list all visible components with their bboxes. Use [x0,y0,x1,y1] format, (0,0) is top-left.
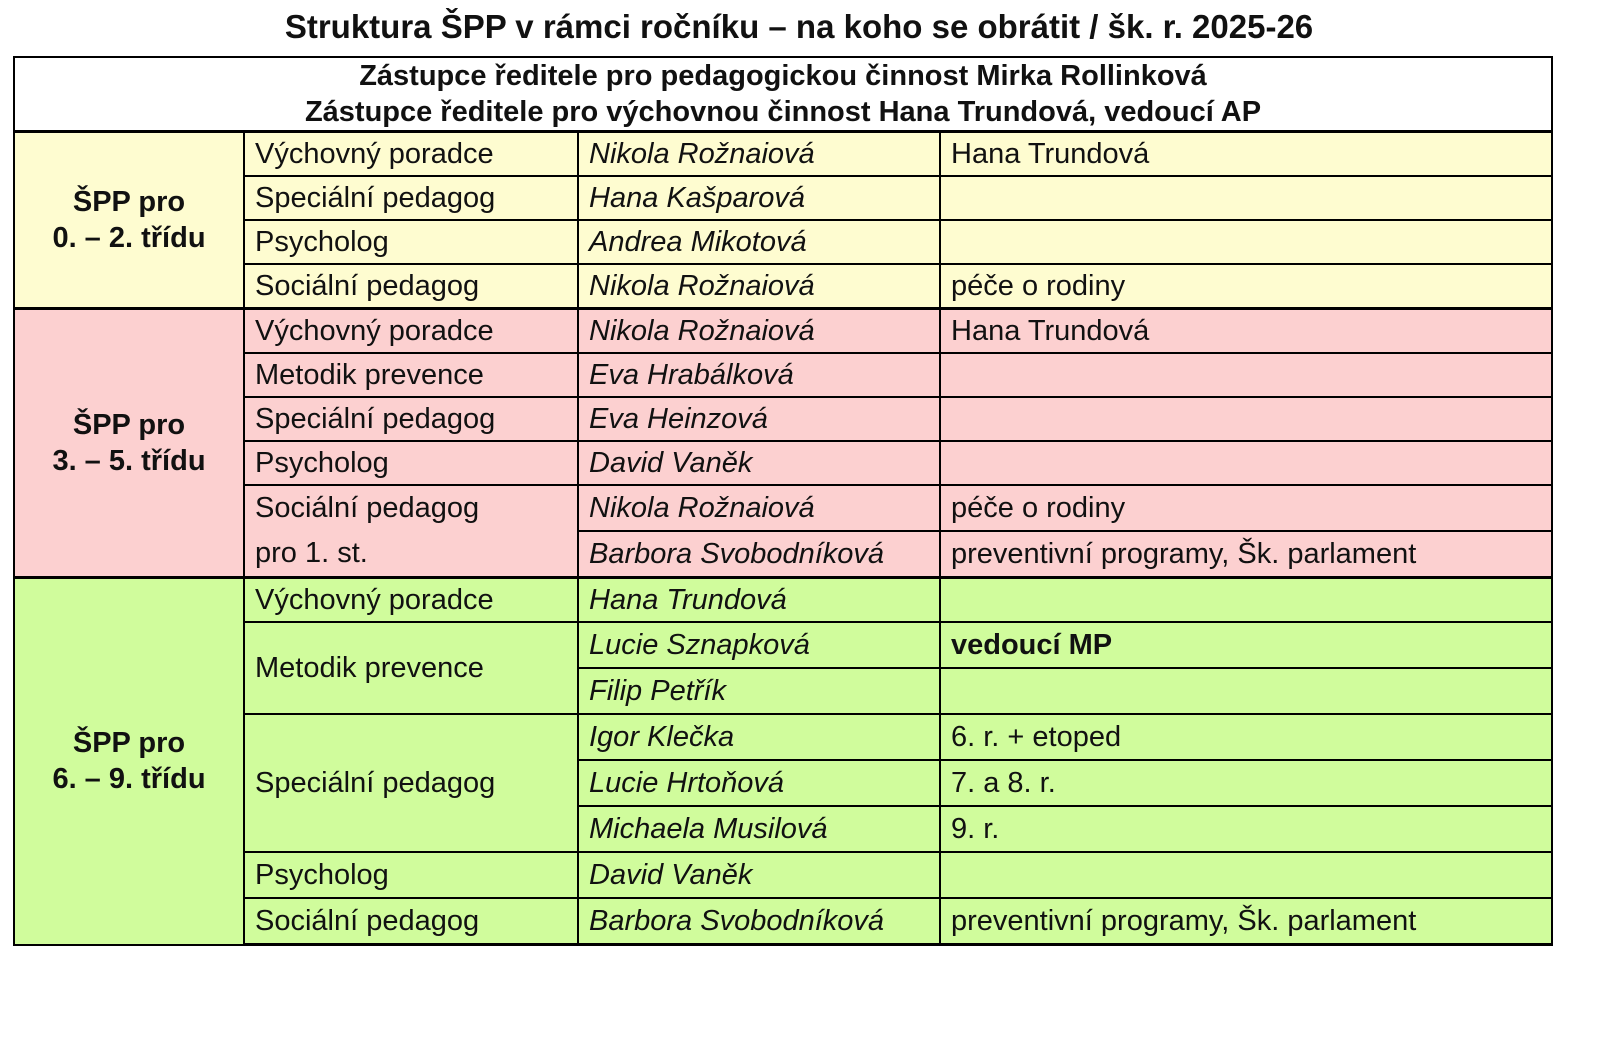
header-cell [14,57,1552,132]
group-label-line2: 6. – 9. třídu [52,763,206,796]
name-cell: Eva Heinzová [578,397,940,441]
table-row [14,714,1552,760]
name-cell: David Vaněk [578,852,940,898]
group-label-line2: 3. – 5. třídu [52,445,206,477]
role-cell: Sociální pedagog [244,264,578,309]
group-label-line1: ŠPP pro [72,409,186,441]
name-cell: Barbora Svobodníková [578,531,940,578]
deputy-educational: Zástupce ředitele pro výchovnou činnost Hana Trundová, vedoucí AP [304,96,1262,128]
group-label-line1: ŠPP pro [72,727,186,760]
role-cell: Psycholog [244,441,578,485]
name-cell: Nikola Rožnaiová [578,264,940,309]
page-title: Struktura ŠPP v rámci ročníku – na koho se obrátit / šk. r. 2025-26 [284,8,1314,45]
table-row [14,397,1552,441]
role-cell: Metodik prevence [244,622,578,714]
note-cell [940,578,1552,623]
role-cell: Speciální pedagog [244,176,578,220]
note-cell: preventivní programy, Šk. parlament [940,898,1552,945]
table-row [14,898,1552,945]
name-cell: Nikola Rožnaiová [578,309,940,354]
header-row [14,57,1552,132]
note-cell [940,353,1552,397]
note-cell: péče o rodiny [940,485,1552,531]
note-cell: Hana Trundová [940,132,1552,177]
group-label [14,309,244,578]
name-cell: Hana Trundová [578,578,940,623]
note-cell [940,668,1552,714]
name-cell: Filip Petřík [578,668,940,714]
note-cell: 9. r. [940,806,1552,852]
note-cell: 6. r. + etoped [940,714,1552,760]
role-cell: Výchovný poradce [244,309,578,354]
note-cell: 7. a 8. r. [940,760,1552,806]
name-cell: Lucie Sznapková [578,622,940,668]
name-cell: Hana Kašparová [578,176,940,220]
table-row [14,485,1552,531]
note-cell [940,852,1552,898]
table-row [14,264,1552,309]
note-cell [940,176,1552,220]
note-cell: preventivní programy, Šk. parlament [940,531,1552,578]
name-cell: Nikola Rožnaiová [578,132,940,177]
role-cell: Psycholog [244,852,578,898]
deputy-pedagogical: Zástupce ředitele pro pedagogickou činnost Mirka Rollinková [359,60,1207,92]
table-row [14,852,1552,898]
name-cell: Michaela Musilová [578,806,940,852]
group-label [14,578,244,945]
role-cell: Speciální pedagog [244,714,578,852]
role-line2: pro 1. st. [255,537,368,569]
name-cell: Igor Klečka [578,714,940,760]
table-row [14,622,1552,668]
role-cell: Metodik prevence [244,353,578,397]
role-cell: Speciální pedagog [244,397,578,441]
note-cell: vedoucí MP [940,622,1552,668]
role-cell: Sociální pedagog [244,898,578,945]
role-line1: Sociální pedagog [255,492,480,524]
role-cell: Výchovný poradce [244,132,578,177]
note-cell: Hana Trundová [940,309,1552,354]
name-cell: Barbora Svobodníková [578,898,940,945]
name-cell: Eva Hrabálková [578,353,940,397]
name-cell: David Vaněk [578,441,940,485]
spp-structure-table [13,56,1553,946]
table-row [14,176,1552,220]
table-row [14,220,1552,264]
note-cell [940,397,1552,441]
table-row [14,441,1552,485]
table-row [14,309,1552,354]
role-cell: Výchovný poradce [244,578,578,623]
table-row [14,132,1552,177]
group-label-line2: 0. – 2. třídu [52,222,206,254]
note-cell [940,441,1552,485]
group-label [14,132,244,309]
role-cell [244,485,578,578]
role-cell: Psycholog [244,220,578,264]
name-cell: Nikola Rožnaiová [578,485,940,531]
note-cell [940,220,1552,264]
note-cell: péče o rodiny [940,264,1552,309]
name-cell: Lucie Hrtoňová [578,760,940,806]
table-row [14,578,1552,623]
group-label-line1: ŠPP pro [72,186,186,218]
table-row [14,353,1552,397]
name-cell: Andrea Mikotová [578,220,940,264]
